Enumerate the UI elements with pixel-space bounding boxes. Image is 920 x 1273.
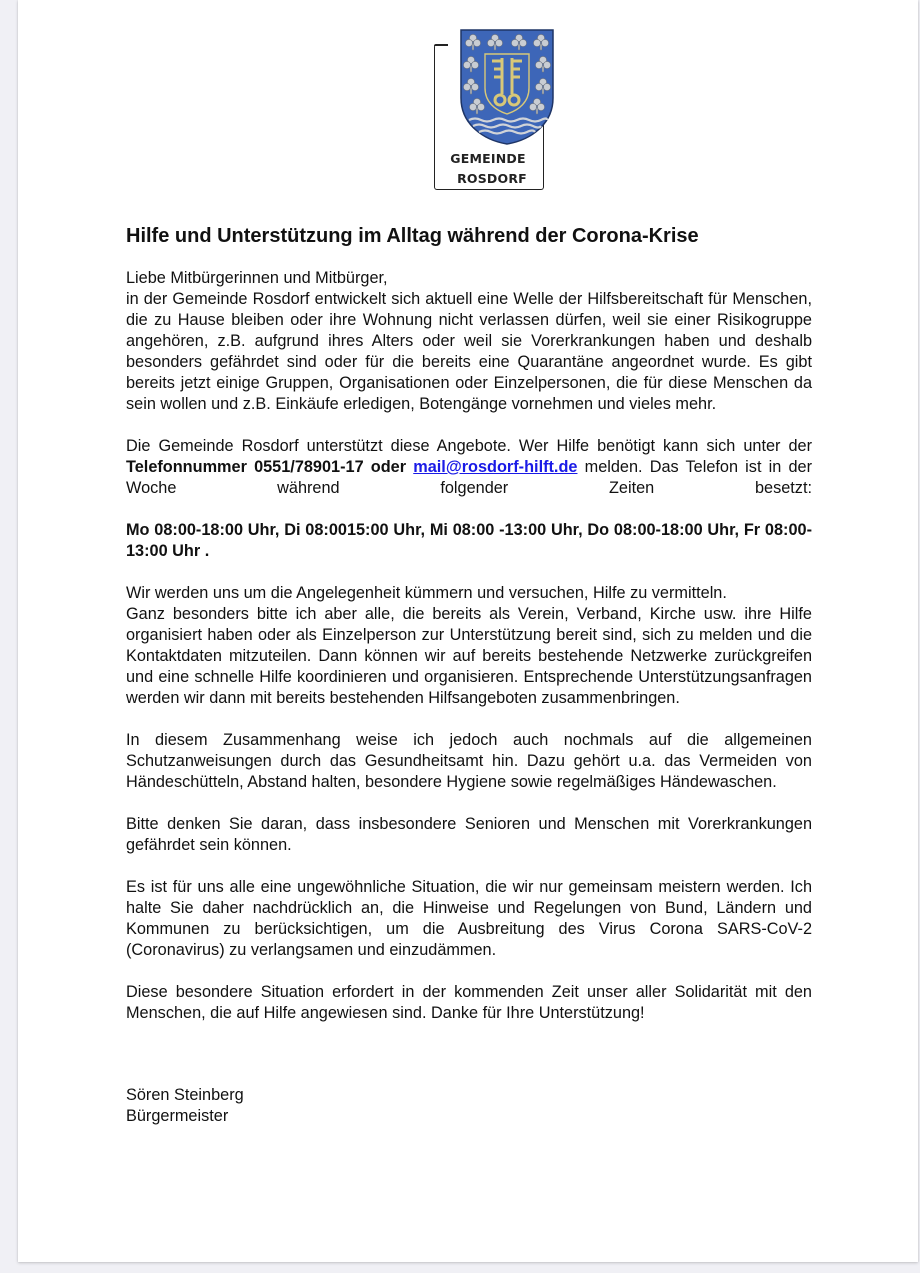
signature-name: Sören Steinberg (126, 1086, 244, 1104)
signature-block (126, 1085, 812, 1127)
page-title: Hilfe und Unterstützung im Alltag während der Corona-Krise (126, 225, 699, 247)
salutation: Liebe Mitbürgerinnen und Mitbürger, (126, 269, 388, 287)
document-page (18, 0, 918, 1262)
municipality-logo (433, 28, 545, 191)
logo-text-rosdorf: ROSDORF (457, 171, 527, 186)
letter-body (126, 222, 812, 1127)
signature-role: Bürgermeister (126, 1107, 229, 1125)
paragraph-appeal: Es ist für uns alle eine ungewöhnliche Situation, die wir nur gemeinsam meistern werden. Ich halte Sie daher nachdrücklich an, die Hinweise und Regelungen von Bund, Ländern und Kommunen zu berücksichtigen, um die Ausbreitung des Virus Corona SARS-CoV-2 (Coronavirus) zu verlangsamen und einzudämmen. (126, 878, 812, 959)
paragraph-help-line1: Wir werden uns um die Angelegenheit kümmern und versuchen, Hilfe zu vermitteln. (126, 584, 727, 602)
contact-intro: Die Gemeinde Rosdorf unterstützt diese Angebote. Wer Hilfe benötigt kann sich unter der (126, 437, 812, 455)
coat-of-arms-icon (459, 28, 555, 146)
logo-text-gemeinde: GEMEINDE (450, 151, 526, 166)
paragraph-help: Ganz besonders bitte ich aber alle, die bereits als Verein, Verband, Kirche usw. ihre Hilfe organisiert haben oder als Einzelperson zur Unterstützung bereit sind, sich zu melden und die Kontaktdaten mitzuteilen. Dann können wir auf bereits bestehende Netzwerke zurückgreifen und eine schnelle Hilfe koordinieren und organisieren. Entsprechende Unterstützungsanfragen werden wir dann mit bereits bestehenden Hilfsangeboten zusammenbringen. (126, 605, 812, 707)
office-hours: Mo 08:00-18:00 Uhr, Di 08:0015:00 Uhr, Mi 08:00 -13:00 Uhr, Do 08:00-18:00 Uhr, Fr 08:00-13:00 Uhr . (126, 521, 812, 560)
phone-number: Telefonnummer 0551/78901-17 oder (126, 458, 414, 476)
paragraph-intro: in der Gemeinde Rosdorf entwickelt sich aktuell eine Welle der Hilfsbereitschaft für Menschen, die zu Hause bleiben oder ihre Wohnung nicht verlassen dürfen, weil sie einer Risikogruppe angehören, z.B. aufgrund ihres Alters oder weil sie Vorerkrankungen haben und deshalb besonders gefährdet sind oder für die bereits eine Quarantäne angeordnet wurde. Es gibt bereits jetzt einige Gruppen, Organisationen oder Einzelpersonen, die für diese Menschen da sein wollen und z.B. Einkäufe erledigen, Botengänge vornehmen und vieles mehr. (126, 290, 812, 413)
paragraph-solidarity: Diese besondere Situation erfordert in der kommenden Zeit unser aller Solidarität mit den Menschen, die auf Hilfe angewiesen sind. Danke für Ihre Unterstützung! (126, 983, 812, 1022)
paragraph-hygiene: In diesem Zusammenhang weise ich jedoch auch nochmals auf die allgemeinen Schutzanweisungen durch das Gesundheitsamt hin. Dazu gehört u.a. das Vermeiden von Händeschütteln, Abstand halten, besondere Hygiene sowie regelmäßiges Händewaschen. (126, 731, 812, 791)
paragraph-risk-groups: Bitte denken Sie daran, dass insbesondere Senioren und Menschen mit Vorerkrankungen gefährdet sein können. (126, 815, 812, 854)
email-link[interactable]: mail@rosdorf-hilft.de (413, 458, 578, 476)
paragraph-contact (126, 436, 812, 499)
contact-after-email: melden. Das Telefon ist in der Woche während folgender Zeiten besetzt: (126, 458, 812, 497)
